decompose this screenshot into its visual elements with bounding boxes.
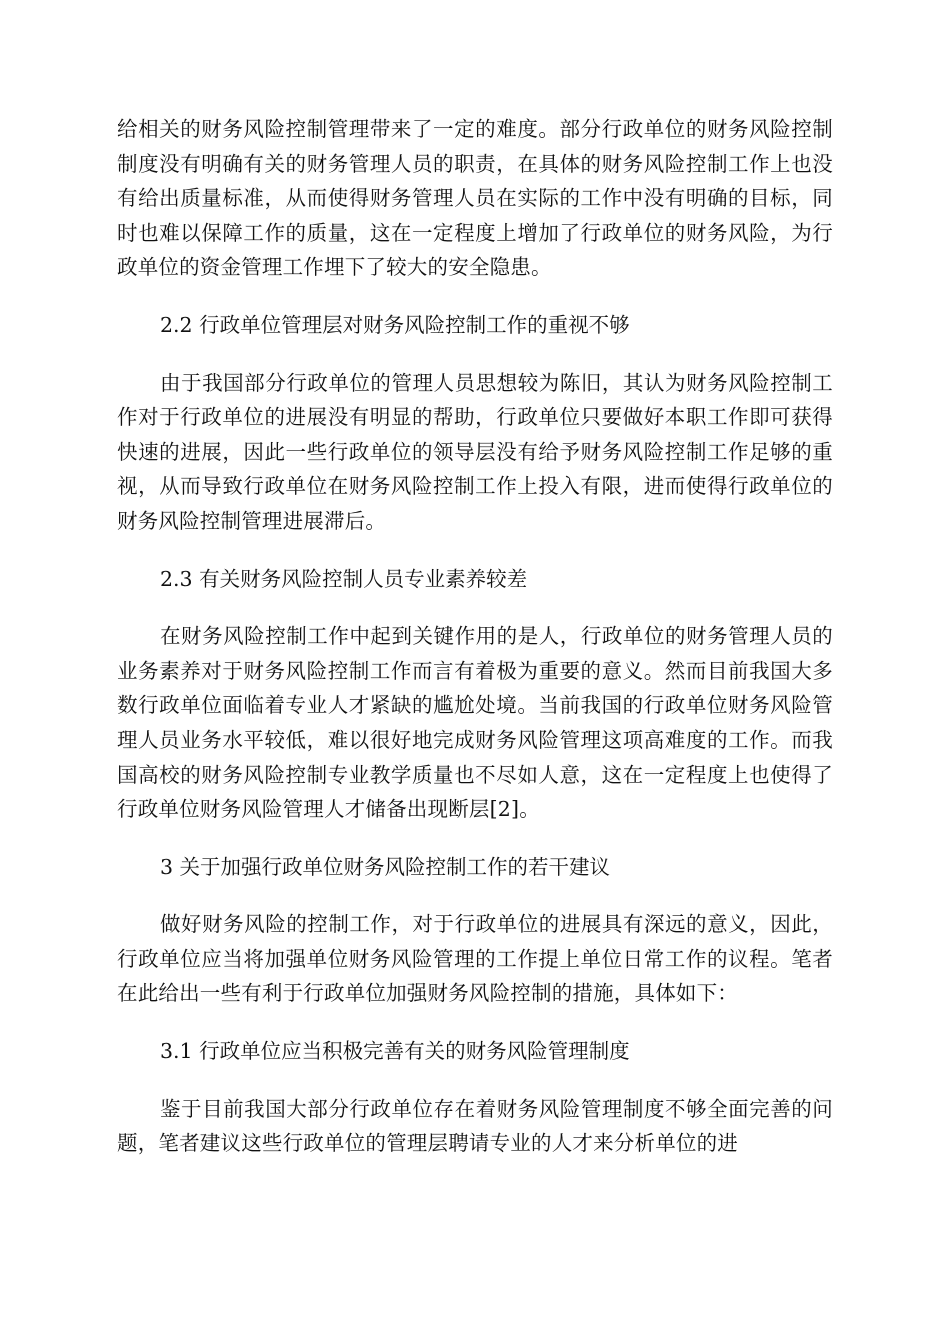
- paragraph-4: 做好财务风险的控制工作，对于行政单位的进展具有深远的意义，因此，行政单位应当将加强单位财务风险管理的工作提上单位日常工作的议程。笔者在此给出一些有利于行政单位加强财务风险控制的措施，具体如下：: [117, 912, 833, 1006]
- paragraph-5: 鉴于目前我国大部分行政单位存在着财务风险管理制度不够全面完善的问题，笔者建议这些行政单位的管理层聘请专业的人才来分析单位的进: [117, 1096, 833, 1156]
- paragraph-1: 给相关的财务风险控制管理带来了一定的难度。部分行政单位的财务风险控制制度没有明确有关的财务管理人员的职责，在具体的财务风险控制工作上也没有给出质量标准，从而使得财务管理人员在实际的工作中没有明确的目标，同时也难以保障工作的质量，这在一定程度上增加了行政单位的财务风险，为行政单位的资金管理工作埋下了较大的安全隐患。: [117, 117, 833, 280]
- section-heading-2-2: 2.2 行政单位管理层对财务风险控制工作的重视不够: [160, 312, 630, 337]
- section-heading-3: 3 关于加强行政单位财务风险控制工作的若干建议: [160, 854, 611, 879]
- paragraph-2: 由于我国部分行政单位的管理人员思想较为陈旧，其认为财务风险控制工作对于行政单位的进展没有明显的帮助，行政单位只要做好本职工作即可获得快速的进展，因此一些行政单位的领导层没有给予财务风险控制工作足够的重视，从而导致行政单位在财务风险控制工作上投入有限，进而使得行政单位的财务风险控制管理进展滞后。: [117, 370, 833, 533]
- section-heading-2-3: 2.3 有关财务风险控制人员专业素养较差: [160, 566, 528, 591]
- document-body: [117, 112, 833, 1161]
- section-heading-3-1: 3.1 行政单位应当积极完善有关的财务风险管理制度: [160, 1039, 630, 1064]
- paragraph-3: 在财务风险控制工作中起到关键作用的是人，行政单位的财务管理人员的业务素养对于财务风险控制工作而言有着极为重要的意义。然而目前我国大多数行政单位面临着专业人才紧缺的尴尬处境。当前我国的行政单位财务风险管理人员业务水平较低，难以很好地完成财务风险管理这项高难度的工作。而我国高校的财务风险控制专业教学质量也不尽如人意，这在一定程度上也使得了行政单位财务风险管理人才储备出现断层[2]。: [117, 624, 833, 822]
